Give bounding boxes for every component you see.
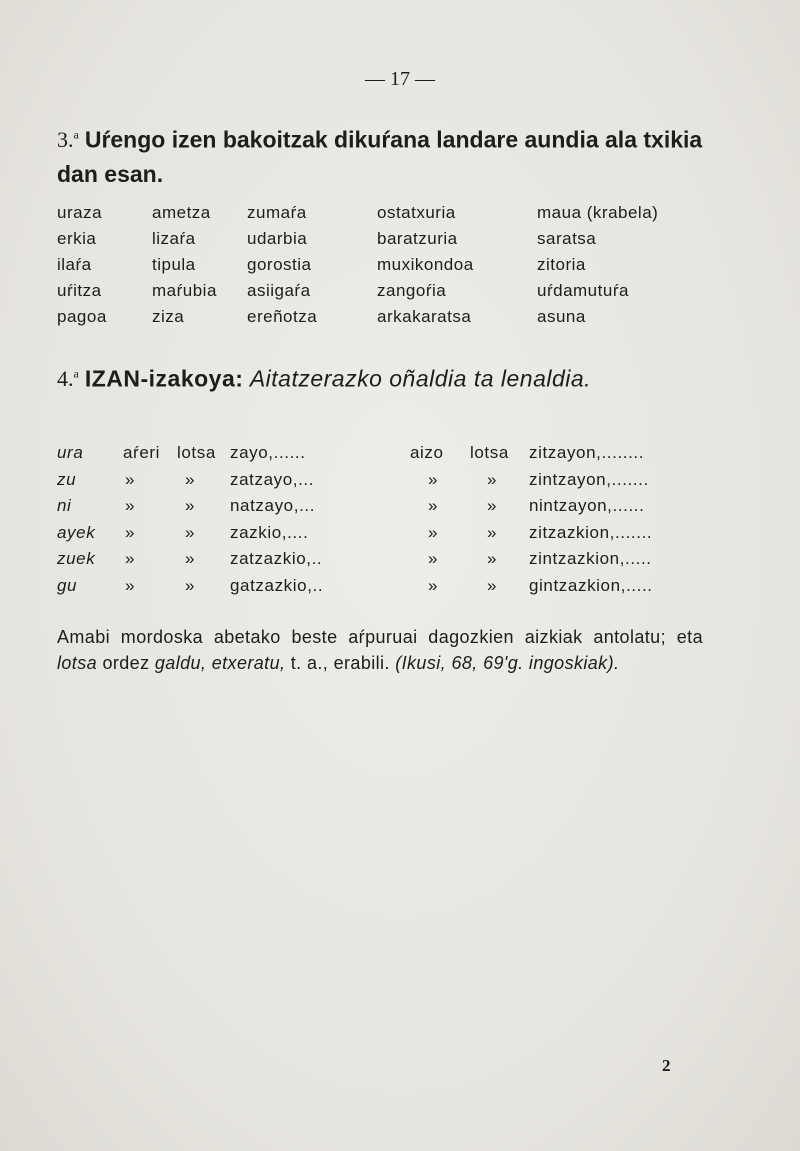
ditto-mark: » [428,496,439,515]
lotsa-word: lotsa [177,443,216,462]
conjugation-row [57,440,707,467]
pronoun: gu [57,575,78,595]
word: erkia [57,229,97,248]
note-italic-word: galdu, [154,653,207,673]
ditto-mark: » [428,522,439,542]
exercise-4-title: IZAN-izakoya: [84,365,244,392]
word: ilaŕa [57,255,92,274]
word: lizaŕa [152,229,196,248]
ditto-mark: » [185,469,196,489]
word: zangoŕia [377,281,447,300]
conjugation-row [57,546,707,573]
word: uraza [57,203,103,222]
word: maua (krabela) [537,203,659,222]
word: maŕubia [152,281,217,300]
word: uŕdamutuŕa [537,281,629,300]
past-form: nintzayon,...... [529,496,645,515]
pronoun: ni [57,496,72,515]
past-form: zintzayon,....... [529,469,649,489]
present-form: zayo,...... [230,443,306,462]
ditto-mark: » [487,549,498,568]
note-italic-word: etxeratu, [211,653,286,673]
present-form: zatzazkio,.. [230,549,323,568]
ditto-mark: » [185,522,196,542]
word: saratsa [537,229,597,248]
signature-mark: 2 [662,1056,671,1075]
conjugation-row [57,520,707,547]
ditto-mark: » [428,549,439,568]
ditto-mark: » [487,496,498,515]
word: ametza [152,203,211,222]
ditto-mark: » [125,575,136,595]
word: baratzuria [377,229,458,248]
pronoun: zuek [57,549,96,568]
word: muxikondoa [377,255,474,274]
ditto-mark: » [487,522,498,542]
ditto-mark: » [428,575,439,595]
conjugation-row [57,493,707,520]
exercise-4-heading [57,357,717,396]
present-form: zatzayo,... [230,469,315,489]
pronoun: ura [57,443,84,462]
instruction-paragraph [57,624,703,676]
past-form: zintzazkion,..... [529,549,652,568]
exercise-4-number: 4.$^a$ [57,366,79,392]
aizo-word: aizo [410,443,444,462]
note-text: t. a., erabili. [290,653,390,673]
present-form: natzayo,... [230,496,316,515]
ditto-mark: » [125,496,136,515]
word: pagoa [57,307,107,326]
exercise-3-text: Uŕengo izen bakoitzak dikuŕana landare aundia ala txikia dan esan. [57,126,703,188]
pronoun: zu [57,469,77,489]
note-italic-word: lotsa [57,653,98,673]
past-form: zitzayon,........ [529,443,645,462]
exercise-4-subtitle: Aitatzerazko oñaldia ta lenaldia. [249,365,592,392]
note-text: Amabi mordoska abetako beste aŕpuruai dagozkien aizkiak antolatu; eta [57,627,703,647]
note-text: ordez [102,653,150,673]
word: tipula [152,255,196,274]
word: ereñotza [247,307,318,326]
ditto-mark: » [428,469,439,489]
ditto-mark: » [185,496,196,515]
word: uŕitza [57,281,102,300]
ditto-mark: » [185,575,196,595]
conjugation-table [57,440,707,599]
word: ziza [152,307,185,326]
word: zitoria [537,255,586,274]
word-row [57,304,747,330]
ditto-mark: » [487,575,498,595]
present-form: zazkio,.... [230,522,309,542]
note-reference: (Ikusi, 68, 69'g. ingoskiak). [395,653,620,673]
word: ostatxuria [377,203,456,222]
conjugation-row [57,573,707,600]
word: gorostia [247,255,312,274]
exercise-3-number: 3.$^a$ [57,127,79,153]
ditto-mark: » [185,549,196,568]
present-form: gatzazkio,.. [230,575,324,595]
past-form: gintzazkion,..... [529,575,653,595]
page-number: — 17 — [365,68,435,90]
word-row [57,200,747,226]
exercise-3-heading [57,118,717,191]
word: asuna [537,307,586,326]
lotsa-word: lotsa [470,443,509,462]
word-row [57,252,747,278]
ditto-mark: » [125,469,136,489]
word: asiigaŕa [247,281,311,300]
word: udarbia [247,229,308,248]
word-list [57,200,747,330]
word: zumaŕa [247,203,307,222]
ditto-mark: » [487,469,498,489]
past-form: zitzazkion,....... [529,522,653,542]
word-row [57,278,747,304]
object-word: aŕeri [123,443,161,462]
pronoun: ayek [57,522,96,542]
word-row [57,226,747,252]
ditto-mark: » [125,549,136,568]
conjugation-row [57,467,707,494]
word: arkakaratsa [377,307,472,326]
ditto-mark: » [125,522,136,542]
